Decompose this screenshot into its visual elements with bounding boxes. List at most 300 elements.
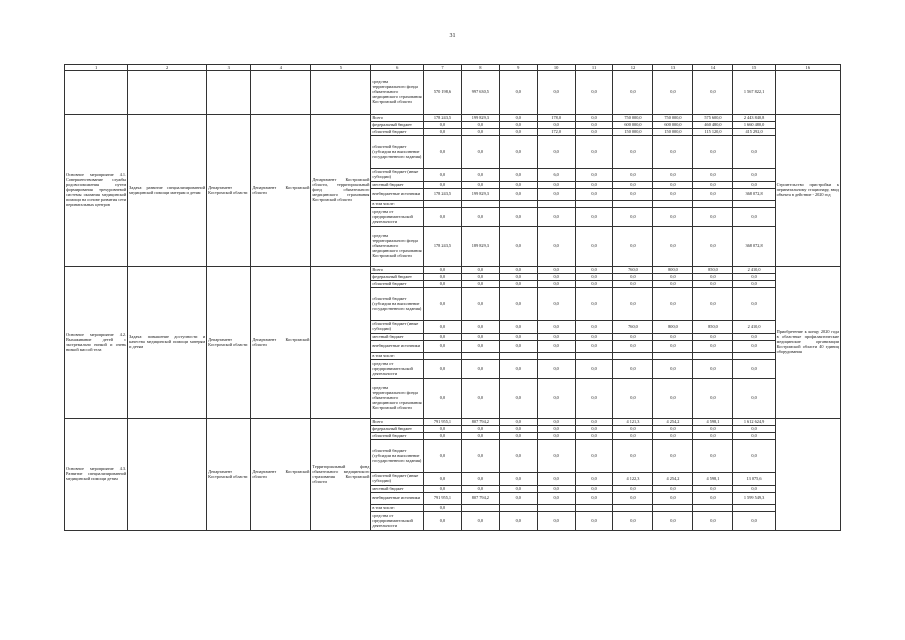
funding-source: федеральный бюджет [371, 426, 424, 433]
value-cell: 0,0 [575, 71, 613, 115]
value-cell: 4 598,1 [693, 419, 733, 426]
group-col2: Задача: развитие специализированной медицинской помощи матерям и детям [128, 115, 207, 267]
funding-source: внебюджетные источники [371, 493, 424, 505]
value-cell: 0,0 [461, 129, 499, 136]
empty-cell [311, 71, 371, 115]
group-col5: Департамент Костромской области, территориальный фонд обязательного медицинского страхования Костромской области [311, 115, 371, 267]
value-cell: 0,0 [653, 334, 693, 341]
value-cell: 0,0 [424, 440, 462, 473]
value-cell: 0,0 [424, 379, 462, 419]
value-cell: 0,0 [499, 341, 537, 353]
value-cell: 760,0 [613, 321, 653, 334]
value-cell: 600 000,0 [653, 122, 693, 129]
value-cell: 0,0 [613, 281, 653, 288]
value-cell: 0,0 [575, 267, 613, 274]
value-cell: 0,0 [537, 493, 575, 505]
value-cell: 0,0 [575, 122, 613, 129]
table-row [65, 267, 841, 274]
value-cell: 0,0 [537, 321, 575, 334]
value-cell: 0,0 [575, 419, 613, 426]
value-cell: 178 243,5 [424, 227, 462, 267]
value-cell: 189 829,3 [461, 227, 499, 267]
value-cell: 0,0 [499, 136, 537, 169]
value-cell: 0,0 [499, 274, 537, 281]
value-cell: 0,0 [693, 288, 733, 321]
value-cell: 0,0 [424, 321, 462, 334]
value-cell: 0,0 [499, 486, 537, 493]
column-number: 2 [128, 65, 207, 71]
value-cell: 0,0 [461, 136, 499, 169]
value-cell: 0,0 [575, 182, 613, 189]
value-cell: 0,0 [733, 334, 775, 341]
value-cell: 0,0 [424, 512, 462, 531]
value-cell: 0,0 [613, 426, 653, 433]
value-cell: 0,0 [461, 426, 499, 433]
value-cell [613, 353, 653, 360]
value-cell: 0,0 [461, 379, 499, 419]
value-cell: 0,0 [693, 486, 733, 493]
value-cell [537, 201, 575, 208]
column-number: 11 [575, 65, 613, 71]
value-cell: 1 599 549,3 [733, 493, 775, 505]
value-cell: 0,0 [537, 274, 575, 281]
value-cell: 0,0 [575, 321, 613, 334]
value-cell: 0,0 [693, 189, 733, 201]
value-cell: 0,0 [613, 274, 653, 281]
value-cell: 150 000,0 [653, 129, 693, 136]
budget-table [64, 64, 841, 531]
group-col3: Департамент Костромской области [207, 419, 251, 531]
value-cell: 0,0 [575, 129, 613, 136]
value-cell: 0,0 [461, 433, 499, 440]
value-cell: 850,0 [693, 267, 733, 274]
value-cell: 0,0 [693, 274, 733, 281]
value-cell: 0,0 [613, 493, 653, 505]
value-cell: 0,0 [424, 288, 462, 321]
column-number: 15 [733, 65, 775, 71]
value-cell: 0,0 [424, 486, 462, 493]
value-cell: 1 612 624,9 [733, 419, 775, 426]
value-cell: 0,0 [461, 169, 499, 182]
value-cell: 0,0 [693, 334, 733, 341]
value-cell: 0,0 [653, 136, 693, 169]
value-cell: 807 794,2 [461, 419, 499, 426]
group-col2 [128, 419, 207, 531]
value-cell: 0,0 [613, 182, 653, 189]
value-cell: 0,0 [537, 473, 575, 486]
empty-cell [65, 71, 128, 115]
value-cell: 850,0 [693, 321, 733, 334]
value-cell [461, 353, 499, 360]
value-cell: 600 000,0 [613, 122, 653, 129]
value-cell: 0,0 [613, 208, 653, 227]
value-cell: 0,0 [424, 129, 462, 136]
funding-source: местный бюджет [371, 334, 424, 341]
column-number: 10 [537, 65, 575, 71]
value-cell: 0,0 [693, 341, 733, 353]
value-cell: 0,0 [424, 136, 462, 169]
funding-source: в том числе: [371, 353, 424, 360]
value-cell: 0,0 [424, 208, 462, 227]
value-cell: 0,0 [733, 440, 775, 473]
value-cell: 0,0 [653, 208, 693, 227]
value-cell: 0,0 [537, 208, 575, 227]
value-cell: 0,0 [653, 281, 693, 288]
value-cell: 0,0 [693, 227, 733, 267]
value-cell: 0,0 [424, 182, 462, 189]
value-cell: 199 829,3 [461, 189, 499, 201]
value-cell: 4 598,1 [693, 473, 733, 486]
value-cell: 0,0 [693, 379, 733, 419]
value-cell: 178,0 [537, 115, 575, 122]
value-cell: 0,0 [575, 288, 613, 321]
value-cell [424, 201, 462, 208]
value-cell: 0,0 [733, 169, 775, 182]
value-cell: 1 660 480,0 [733, 122, 775, 129]
value-cell: 0,0 [499, 433, 537, 440]
group-col4: Департамент Костромской области [251, 115, 311, 267]
group-col5 [311, 267, 371, 419]
value-cell: 0,0 [733, 182, 775, 189]
value-cell: 0,0 [537, 71, 575, 115]
value-cell: 0,0 [537, 433, 575, 440]
value-cell: 0,0 [613, 440, 653, 473]
value-cell: 0,0 [653, 189, 693, 201]
value-cell: 0,0 [537, 281, 575, 288]
value-cell: 0,0 [461, 334, 499, 341]
value-cell: 0,0 [733, 274, 775, 281]
funding-source: средства от предпринимательской деятельности [371, 512, 424, 531]
funding-source: средства территориального фонда обязательного медицинского страхования Костромской области [371, 71, 424, 115]
value-cell [693, 201, 733, 208]
value-cell: 150 000,0 [613, 129, 653, 136]
value-cell: 0,0 [499, 182, 537, 189]
value-cell: 0,0 [733, 360, 775, 379]
value-cell: 0,0 [733, 379, 775, 419]
value-cell: 0,0 [575, 274, 613, 281]
value-cell: 0,0 [575, 473, 613, 486]
value-cell [424, 353, 462, 360]
value-cell: 6,0 [537, 169, 575, 182]
value-cell: 0,0 [613, 71, 653, 115]
value-cell [575, 201, 613, 208]
value-cell: 0,0 [461, 512, 499, 531]
value-cell: 0,0 [575, 169, 613, 182]
value-cell [693, 353, 733, 360]
value-cell: 0,0 [424, 274, 462, 281]
value-cell: 750 000,0 [613, 115, 653, 122]
value-cell: 0,0 [653, 341, 693, 353]
funding-source: федеральный бюджет [371, 122, 424, 129]
funding-source: областной бюджет (субсидии на выполнение государственного задания) [371, 440, 424, 473]
value-cell: 0,0 [653, 426, 693, 433]
value-cell: 0,0 [424, 433, 462, 440]
value-cell [653, 505, 693, 512]
value-cell: 0,0 [461, 360, 499, 379]
value-cell [461, 201, 499, 208]
value-cell: 0,0 [537, 136, 575, 169]
value-cell: 0,0 [461, 182, 499, 189]
funding-source: Всего [371, 115, 424, 122]
value-cell: 0,0 [693, 440, 733, 473]
value-cell: 0,0 [499, 129, 537, 136]
funding-source: внебюджетные источники [371, 341, 424, 353]
value-cell: 0,0 [537, 189, 575, 201]
value-cell: 0,0 [499, 379, 537, 419]
funding-source: средства от предпринимательской деятельности [371, 360, 424, 379]
funding-source: областной бюджет (субсидии на выполнение государственного задания) [371, 288, 424, 321]
value-cell: 997 630,5 [461, 71, 499, 115]
value-cell: 800,0 [653, 321, 693, 334]
value-cell: 0,0 [424, 341, 462, 353]
value-cell: 0,0 [575, 136, 613, 169]
column-number: 9 [499, 65, 537, 71]
value-cell: 0,0 [537, 440, 575, 473]
value-cell: 2 410,0 [733, 321, 775, 334]
value-cell: 0,0 [575, 189, 613, 201]
value-cell: 0,0 [537, 419, 575, 426]
value-cell: 0,0 [499, 208, 537, 227]
value-cell: 0,0 [613, 341, 653, 353]
value-cell: 0,0 [499, 71, 537, 115]
value-cell: 0,0 [613, 136, 653, 169]
value-cell: 0,0 [575, 341, 613, 353]
page-number: 31 [449, 33, 456, 39]
value-cell: 0,0 [461, 267, 499, 274]
funding-source: в том числе: [371, 505, 424, 512]
value-cell: 4 121,3 [613, 419, 653, 426]
value-cell [653, 201, 693, 208]
value-cell: 2 443 840,8 [733, 115, 775, 122]
value-cell: 415 292,0 [733, 129, 775, 136]
value-cell: 0,0 [461, 122, 499, 129]
value-cell: 0,0 [575, 227, 613, 267]
value-cell: 0,0 [499, 493, 537, 505]
value-cell [575, 505, 613, 512]
value-cell: 575 600,0 [693, 115, 733, 122]
group-col1: Основное мероприятие 4.1. Совершенствование службы родовспоможения путем формирования трехуровневой системы оказания медицинской помощи на основе развития сети перинатальных центров [65, 115, 128, 267]
funding-source: Всего [371, 267, 424, 274]
value-cell: 0,0 [461, 473, 499, 486]
value-cell: 0,0 [461, 486, 499, 493]
table-row [65, 71, 841, 115]
value-cell: 0,0 [653, 433, 693, 440]
value-cell: 0,0 [537, 360, 575, 379]
value-cell: 368 072,8 [733, 227, 775, 267]
value-cell: 0,0 [461, 288, 499, 321]
value-cell: 178 243,5 [424, 115, 462, 122]
value-cell: 0,0 [537, 122, 575, 129]
value-cell [575, 353, 613, 360]
funding-source: в том числе: [371, 201, 424, 208]
column-number: 14 [693, 65, 733, 71]
value-cell: 0,0 [653, 440, 693, 473]
value-cell: 0,0 [461, 208, 499, 227]
value-cell: 460 480,0 [693, 122, 733, 129]
value-cell [537, 353, 575, 360]
value-cell: 0,0 [653, 227, 693, 267]
column-number: 8 [461, 65, 499, 71]
value-cell: 750 000,0 [653, 115, 693, 122]
value-cell [733, 201, 775, 208]
group-col3: Департамент Костромской области [207, 115, 251, 267]
funding-source: областной бюджет [371, 129, 424, 136]
funding-source: средства территориального фонда обязательного медицинского страхования Костромской области [371, 379, 424, 419]
value-cell: 0,0 [537, 341, 575, 353]
value-cell: 199 829,3 [461, 115, 499, 122]
value-cell: 0,0 [461, 341, 499, 353]
value-cell [733, 353, 775, 360]
value-cell [693, 505, 733, 512]
value-cell: 0,0 [613, 486, 653, 493]
value-cell: 0,0 [733, 486, 775, 493]
value-cell: 0,0 [499, 115, 537, 122]
value-cell [499, 505, 537, 512]
value-cell: 1 567 822,1 [733, 71, 775, 115]
column-number: 7 [424, 65, 462, 71]
value-cell: 0,0 [613, 433, 653, 440]
value-cell: 0,0 [424, 426, 462, 433]
value-cell: 0,0 [424, 473, 462, 486]
value-cell: 0,0 [575, 334, 613, 341]
empty-cell [207, 71, 251, 115]
value-cell: 0,0 [537, 288, 575, 321]
value-cell: 0,0 [693, 426, 733, 433]
column-number: 6 [371, 65, 424, 71]
value-cell: 4 254,2 [653, 473, 693, 486]
group-col4: Департамент Костромской области [251, 267, 311, 419]
value-cell: 0,0 [693, 169, 733, 182]
value-cell: 0,0 [575, 440, 613, 473]
value-cell: 0,0 [537, 334, 575, 341]
value-cell: 0,0 [733, 136, 775, 169]
value-cell: 0,0 [499, 281, 537, 288]
group-col4: Департамент Костромской области [251, 419, 311, 531]
value-cell: 791 955,1 [424, 493, 462, 505]
column-number: 3 [207, 65, 251, 71]
funding-source: областной бюджет (иные субсидии) [371, 473, 424, 486]
value-cell: 0,0 [613, 227, 653, 267]
value-cell: 0,0 [693, 71, 733, 115]
funding-source: федеральный бюджет [371, 274, 424, 281]
funding-source: местный бюджет [371, 182, 424, 189]
value-cell: 0,0 [575, 379, 613, 419]
value-cell: 0,0 [733, 341, 775, 353]
value-cell: 0,0 [693, 208, 733, 227]
value-cell: 0,0 [575, 360, 613, 379]
funding-source: средства территориального фонда обязательного медицинского страхования Костромской области [371, 227, 424, 267]
empty-cell [251, 71, 311, 115]
value-cell: 0,0 [733, 512, 775, 531]
value-cell: 0,0 [653, 274, 693, 281]
value-cell: 0,0 [537, 227, 575, 267]
value-cell: 0,0 [693, 433, 733, 440]
value-cell: 0,0 [653, 182, 693, 189]
value-cell: 0,0 [613, 512, 653, 531]
funding-source: местный бюджет [371, 486, 424, 493]
value-cell: 800,0 [653, 267, 693, 274]
value-cell: 0,0 [693, 360, 733, 379]
value-cell: 0,0 [653, 169, 693, 182]
group-result: Строительство пристройки к перинатальному стационару, ввод объекта в действие - 2020 год [775, 115, 840, 267]
value-cell: 0,0 [537, 379, 575, 419]
value-cell: 0,0 [499, 321, 537, 334]
group-col5: Территориальный фонд обязательного медицинского страхования Костромской области [311, 419, 371, 531]
value-cell: 0,0 [424, 334, 462, 341]
value-cell: 0,0 [733, 288, 775, 321]
value-cell: 0,0 [461, 281, 499, 288]
value-cell: 0,0 [499, 512, 537, 531]
column-number: 1 [65, 65, 128, 71]
funding-source: областной бюджет (иные субсидии) [371, 169, 424, 182]
value-cell [499, 353, 537, 360]
value-cell: 0,0 [424, 281, 462, 288]
value-cell: 0,0 [613, 360, 653, 379]
value-cell: 4 122,3 [613, 473, 653, 486]
value-cell: 0,0 [499, 227, 537, 267]
value-cell: 0,0 [693, 512, 733, 531]
value-cell: 0,0 [653, 288, 693, 321]
value-cell: 0,0 [733, 433, 775, 440]
column-number: 16 [775, 65, 840, 71]
value-cell: 0,0 [499, 288, 537, 321]
value-cell: 0,0 [424, 360, 462, 379]
group-result [775, 419, 840, 531]
value-cell: 0,0 [575, 281, 613, 288]
value-cell [613, 505, 653, 512]
funding-source: областной бюджет (иные субсидии) [371, 321, 424, 334]
value-cell: 0,0 [424, 505, 462, 512]
group-col2: Задача: повышение доступности и качества медицинской помощи матерям и детям [128, 267, 207, 419]
value-cell [499, 201, 537, 208]
funding-source: внебюджетные источники [371, 189, 424, 201]
value-cell: 0,0 [575, 208, 613, 227]
value-cell: 0,0 [693, 281, 733, 288]
group-col1: Основное мероприятие 4.2. Выхаживание детей с экстремально низкой и очень низкой массой тела [65, 267, 128, 419]
value-cell: 0,0 [653, 379, 693, 419]
value-cell: 0,0 [461, 321, 499, 334]
value-cell: 0,0 [653, 71, 693, 115]
value-cell: 13 075,6 [733, 473, 775, 486]
value-cell: 0,0 [499, 473, 537, 486]
value-cell: 0,0 [461, 440, 499, 473]
value-cell: 0,0 [693, 182, 733, 189]
value-cell: 0,0 [537, 486, 575, 493]
value-cell: 0,0 [613, 379, 653, 419]
value-cell [537, 505, 575, 512]
group-col3: Департамент Костромской области [207, 267, 251, 419]
value-cell: 791 955,1 [424, 419, 462, 426]
value-cell: 172,0 [537, 129, 575, 136]
column-number: 12 [613, 65, 653, 71]
funding-source: областной бюджет [371, 433, 424, 440]
value-cell: 2 410,0 [733, 267, 775, 274]
funding-source: областной бюджет (субсидии на выполнение государственного задания) [371, 136, 424, 169]
value-cell: 0,0 [499, 267, 537, 274]
value-cell [653, 353, 693, 360]
table-row [65, 115, 841, 122]
value-cell: 0,0 [613, 169, 653, 182]
table-row [65, 419, 841, 426]
value-cell: 0,0 [499, 440, 537, 473]
value-cell: 0,0 [733, 281, 775, 288]
value-cell: 0,0 [575, 486, 613, 493]
value-cell: 0,0 [575, 426, 613, 433]
group-result: Приобретение к концу 2020 года в областные профилактические медицинские организации Костромской области 40 единиц оборудования [775, 267, 840, 419]
table-body [65, 65, 841, 531]
value-cell: 0,0 [693, 493, 733, 505]
value-cell: 0,0 [575, 115, 613, 122]
